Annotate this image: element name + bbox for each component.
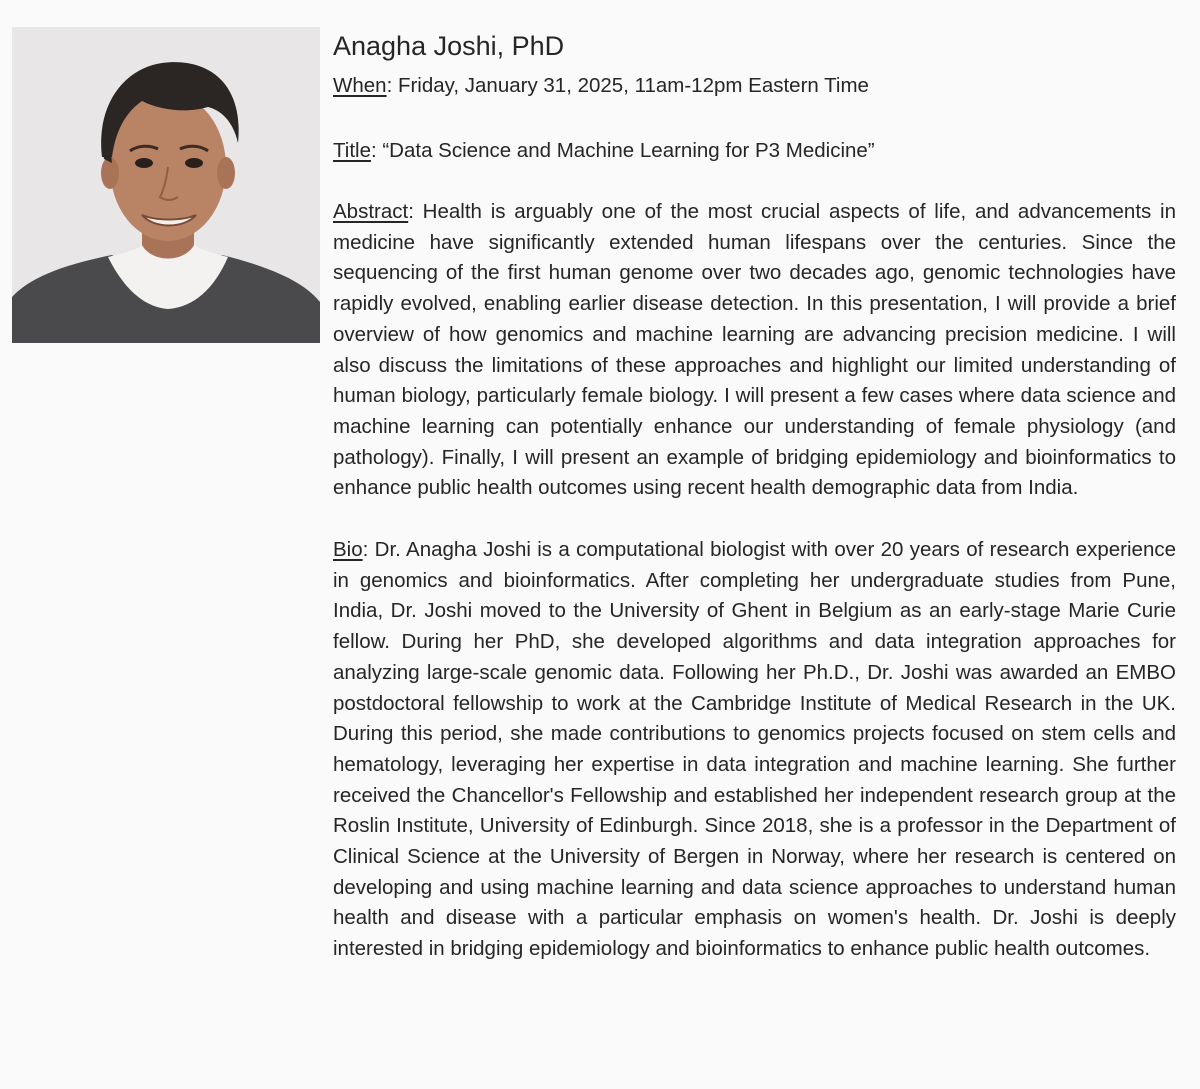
bio-label: Bio [333, 538, 363, 562]
spacer [333, 166, 1176, 197]
abstract-paragraph [333, 197, 1176, 504]
speaker-details [333, 29, 1176, 965]
speaker-photo [12, 27, 320, 343]
when-label: When [333, 74, 387, 97]
talk-title: : “Data Science and Machine Learning for P3 Medicine” [370, 139, 875, 162]
spacer [333, 504, 1176, 535]
abstract-label: Abstract [333, 200, 409, 223]
spacer [333, 101, 1176, 135]
when-value: : Friday, January 31, 2025, 11am-12pm Eastern Time [386, 74, 869, 97]
title-label: Title [333, 139, 371, 162]
title-line [333, 135, 1176, 166]
abstract-text: : Health is arguably one of the most crucial aspects of life, and advancements in medicine have significantly extended human lifespans over the centuries. Since the sequencing of the first human genome over two decades ago, genomic technologies have rapidly evolved, enabling earlier disease detection. In this presentation, I will provide a brief overview of how genomics and machine learning are advancing precision medicine. I will also discuss the limitations of these approaches and highlight our limited understanding of human biology, particularly female biology. I will present a few cases where data science and machine learning can potentially enhance our understanding of female physiology (and pathology). Finally, I will present an example of bridging epidemiology and bioinformatics to enhance public health outcomes using recent health demographic data from India. [333, 200, 1176, 500]
speaker-name: Anagha Joshi, PhD [333, 31, 565, 61]
speaker-portrait-icon [12, 27, 320, 343]
bio-paragraph [333, 535, 1176, 965]
bio-text: : Dr. Anagha Joshi is a computational biologist with over 20 years of research experience in genomics and bioinformatics. After completing her undergraduate studies from Pune, India, Dr. Joshi moved to the University of Ghent in Belgium as an early-stage Marie Curie fellow. During her PhD, she developed algorithms and data integration approaches for analyzing large-scale genomic data. Following her Ph.D., Dr. Joshi was awarded an EMBO postdoctoral fellowship to work at the Cambridge Institute of Medical Research in the UK. During this period, she made contributions to genomics projects focused on stem cells and hematology, leveraging her expertise in data integration and machine learning. She further received the Chancellor's Fellowship and established her independent research group at the Roslin Institute, University of Edinburgh. Since 2018, she is a professor in the Department of Clinical Science at the University of Bergen in Norway, where her research is centered on developing and using machine learning and data science approaches to understand human health and disease with a particular emphasis on women's health. Dr. Joshi is deeply interested in bridging epidemiology and bioinformatics to enhance public health outcomes. [333, 538, 1176, 961]
when-line [333, 70, 1176, 101]
